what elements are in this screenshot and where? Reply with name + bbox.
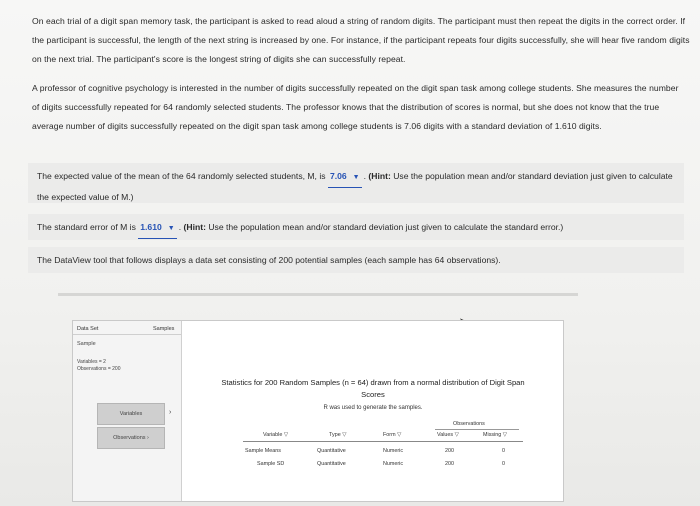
tab-data-set[interactable]: Data Set xyxy=(77,326,99,332)
observations-count: Observations = 200 xyxy=(77,366,121,372)
col-form[interactable] xyxy=(383,432,401,438)
dataview-tool xyxy=(72,320,564,502)
problem-context-paragraph: A professor of cognitive psychology is interested in the number of digits successfully repeated on the digit span task among college students. She measures the number of digits successfully repeated for 64 randomly selected students. The professor knows that the distribution of scores is normal, but she does not know that the true average number of digits successfully repeated on the digit span task among college students is 7.06 digits with a standard deviation of 1.610 digits. xyxy=(32,83,679,131)
col-missing-label: Missing xyxy=(483,432,502,438)
problem-intro-paragraph: On each trial of a digit span memory task, the participant is asked to read aloud a string of random digits. The participant must then repeat the digits in the correct order. If the participant is successful, the length of the next string is increased by one. For instance, if the participant repeats four digits successfully, she will hear five random digits on the next trial. The participant's score is the longest string of digits she can successfully repeat. xyxy=(32,16,690,64)
dropdown-arrow-icon: ▼ xyxy=(352,174,360,181)
col-missing[interactable] xyxy=(483,432,507,438)
question-standard-error: The standard error of M is 1.610 ▼ . (Hint: Use the population mean and/or standard deviation just given to calculate the standard error.) xyxy=(28,214,684,240)
dataview-intro-text: The DataView tool that follows displays a data set consisting of 200 potential samples (each sample has 64 observations). xyxy=(37,255,501,265)
row-2-missing: 0 xyxy=(502,461,505,467)
table-header-line xyxy=(243,441,523,442)
dropdown-arrow-icon: ▼ xyxy=(167,225,175,232)
q1-hint-label: (Hint: xyxy=(368,171,391,181)
tab-samples[interactable]: Samples xyxy=(153,326,175,332)
variables-count: Variables = 2 xyxy=(77,359,106,365)
row-2-type: Quantitative xyxy=(317,461,346,467)
question-expected-value: The expected value of the mean of the 64 randomly selected students, M, is 7.06 ▼ . (Hint: Use the population mean and/or standard deviation just given to calculate the expected value of M.) xyxy=(28,163,684,203)
col-type-label: Type xyxy=(329,432,341,438)
col-type[interactable] xyxy=(329,432,346,438)
observations-button[interactable] xyxy=(97,427,165,449)
variables-button[interactable]: Variables xyxy=(97,403,165,425)
sort-icon: ▽ xyxy=(454,432,459,438)
col-variable[interactable] xyxy=(263,432,288,438)
chevron-right-icon: › xyxy=(147,435,149,441)
dataview-left-pane xyxy=(73,321,182,501)
stats-title-line2: Scores xyxy=(361,390,385,399)
q2-prefix: The standard error of M is xyxy=(37,222,136,232)
q1-hint-text: Use the population mean and/or standard deviation just given to calculate the expected value of M.) xyxy=(37,171,673,202)
col-form-label: Form xyxy=(383,432,396,438)
row-2-variable: Sample SD xyxy=(257,461,285,467)
chevron-right-icon: › xyxy=(169,409,172,416)
row-1-type: Quantitative xyxy=(317,448,346,454)
col-variable-label: Variable xyxy=(263,432,283,438)
stats-title-line1: Statistics for 200 Random Samples (n = 64) drawn from a normal distribution of Digit Span xyxy=(221,378,525,387)
sort-icon: ▽ xyxy=(283,432,289,438)
observations-header-line xyxy=(435,429,519,430)
standard-error-dropdown[interactable] xyxy=(138,218,176,239)
col-values-label: Values xyxy=(437,432,454,438)
row-2-values: 200 xyxy=(445,461,454,467)
row-1-form: Numeric xyxy=(383,448,404,454)
q1-prefix: The expected value of the mean of the 64 randomly selected students, M, is xyxy=(37,171,326,181)
q2-hint-label: (Hint: xyxy=(183,222,206,232)
divider xyxy=(58,293,578,296)
row-1-variable: Sample Means xyxy=(245,448,281,454)
row-2-form: Numeric xyxy=(383,461,404,467)
observations-button-label: Observations xyxy=(113,435,146,441)
question-dataview-intro xyxy=(28,247,684,273)
sort-icon: ▽ xyxy=(342,432,347,438)
observations-header: Observations xyxy=(453,421,485,427)
sort-icon: ▽ xyxy=(397,432,402,438)
dataset-summary xyxy=(77,359,121,373)
row-1-missing: 0 xyxy=(502,448,505,454)
standard-error-selected: 1.610 xyxy=(140,222,162,232)
expected-value-dropdown[interactable] xyxy=(328,167,362,188)
stats-title xyxy=(185,377,561,401)
stats-subtitle: R was used to generate the samples. xyxy=(323,405,423,411)
expected-value-selected: 7.06 xyxy=(329,171,347,181)
row-1-values: 200 xyxy=(445,448,454,454)
q2-hint-text: Use the population mean and/or standard deviation just given to calculate the standard error.) xyxy=(208,222,564,232)
tab-divider xyxy=(73,334,181,335)
sample-label: Sample xyxy=(77,341,96,347)
sort-icon: ▽ xyxy=(502,432,507,438)
col-values[interactable] xyxy=(437,432,459,438)
